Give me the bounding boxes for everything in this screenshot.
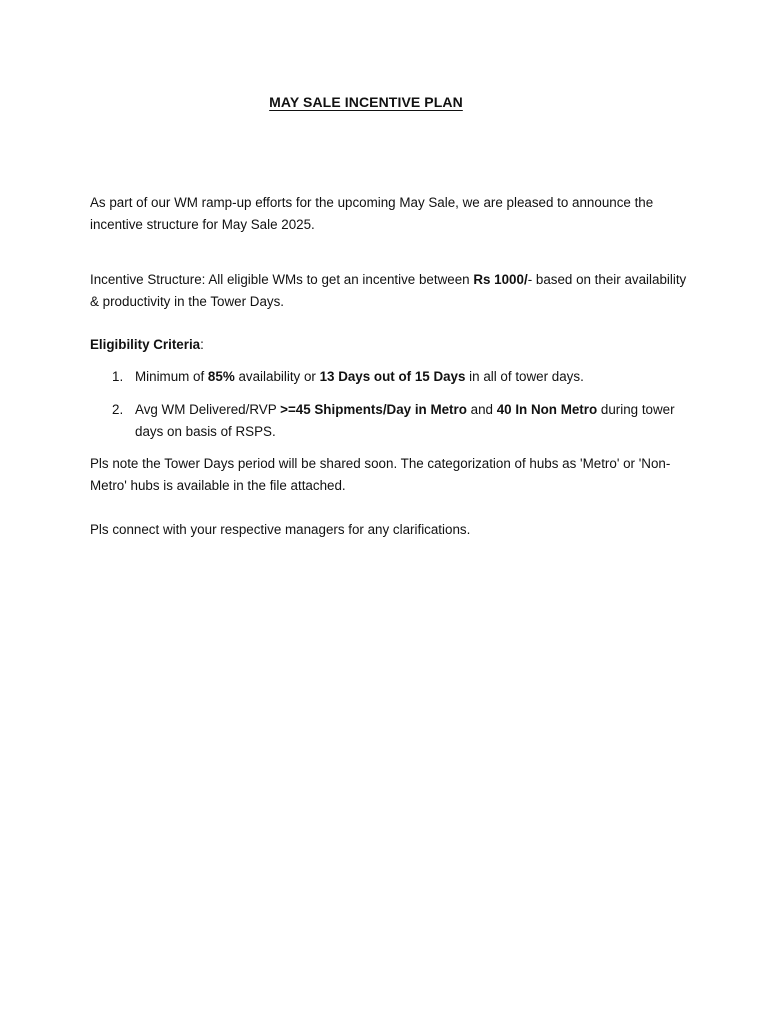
- structure-prefix: Incentive Structure: All eligible WMs to get an incentive between: [90, 272, 474, 287]
- criteria-list-item: [90, 366, 690, 388]
- list-number: 2.: [112, 402, 124, 417]
- list-number: 1.: [112, 369, 124, 384]
- note-paragraph: Pls note the Tower Days period will be shared soon. The categorization of hubs as 'Metro' or 'Non-Metro' hubs is available in the file attached.: [90, 456, 671, 493]
- document-title: MAY SALE INCENTIVE PLAN: [269, 94, 463, 110]
- eligibility-colon: :: [200, 337, 204, 352]
- criteria-text: during tower days on basis of RSPS.: [135, 402, 675, 439]
- eligibility-heading: Eligibility Criteria: [90, 337, 201, 352]
- criteria-bold: 85%: [207, 369, 235, 384]
- criteria-bold: 40 In Non Metro: [496, 402, 598, 417]
- eligibility-heading-line: [90, 334, 690, 356]
- criteria-bold: 13 Days out of 15 Days: [319, 369, 466, 384]
- incentive-amount: Rs 1000/: [473, 272, 528, 287]
- criteria-list-item: [90, 399, 690, 443]
- criteria-text: Minimum of: [135, 369, 208, 384]
- criteria-list-item-1-wrapper: [90, 366, 690, 388]
- criteria-text: and: [466, 402, 497, 417]
- criteria-text: availability or: [234, 369, 320, 384]
- criteria-bold: >=45 Shipments/Day in Metro: [280, 402, 467, 417]
- criteria-list-item-2-wrapper: [90, 399, 690, 443]
- closing-paragraph: Pls connect with your respective managers for any clarifications.: [90, 522, 471, 537]
- incentive-structure-paragraph: [90, 269, 690, 313]
- intro-paragraph: As part of our WM ramp-up efforts for the upcoming May Sale, we are pleased to announce the incentive structure for May Sale 2025.: [90, 195, 654, 232]
- structure-suffix: - based on their availability & productivity in the Tower Days.: [90, 272, 687, 309]
- criteria-text: in all of tower days.: [465, 369, 584, 384]
- criteria-text: Avg WM Delivered/RVP: [135, 402, 281, 417]
